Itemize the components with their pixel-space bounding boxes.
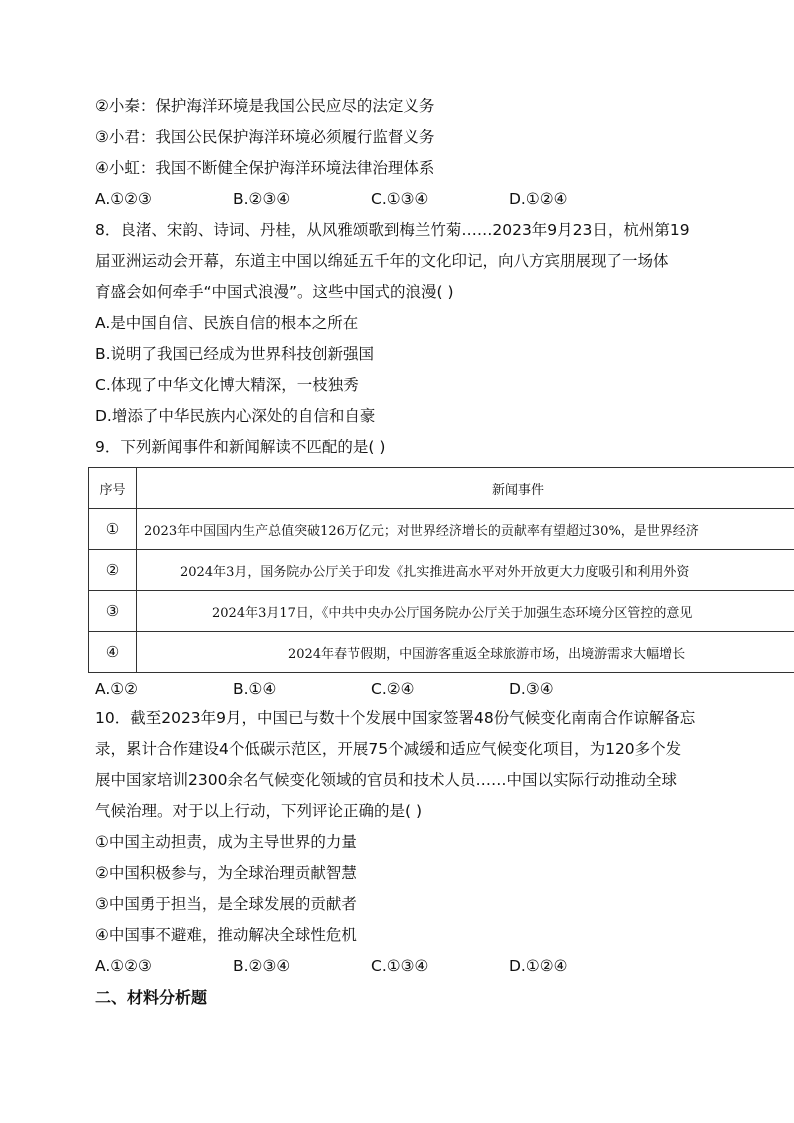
- row-event: 2023年中国国内生产总值突破126万亿元；对世界经济增长的贡献率有望超过30%，是世界经济: [137, 509, 794, 550]
- q10-option-c: C.①③④: [371, 957, 429, 975]
- row-num: ②: [89, 550, 137, 591]
- q10-stem-line-4: 气候治理。对于以上行动，下列评论正确的是( ): [95, 802, 423, 820]
- q7-option-b: B.②③④: [233, 190, 291, 208]
- q10-stem-line-2: 录，累计合作建设4个低碳示范区，开展75个减缓和适应气候变化项目，为120多个发: [95, 740, 682, 758]
- header-event: 新闻事件: [137, 468, 794, 509]
- table-header-row: [89, 468, 794, 509]
- row-event: 2024年3月17日，《中共中央办公厅国务院办公厅关于加强生态环境分区管控的意见: [137, 591, 794, 632]
- q8-option-b: B.说明了我国已经成为世界科技创新强国: [95, 345, 375, 363]
- q10-stem-line-3: 展中国家培训2300余名气候变化领域的官员和技术人员……中国以实际行动推动全球: [95, 771, 677, 789]
- q10-statement-2: ②中国积极参与，为全球治理贡献智慧: [95, 864, 357, 882]
- q7-option-d: D.①②④: [509, 190, 568, 208]
- q10-option-d: D.①②④: [509, 957, 568, 975]
- row-num: ③: [89, 591, 137, 632]
- q8-stem-line-3: 育盛会如何牵手“中国式浪漫”。这些中国式的浪漫( ): [95, 283, 454, 301]
- q9-option-c: C.②④: [371, 680, 415, 698]
- q9-option-a: A.①②: [95, 680, 139, 698]
- q10-option-a: A.①②③: [95, 957, 152, 975]
- table-row: [89, 550, 794, 591]
- row-event: 2024年春节假期，中国游客重返全球旅游市场，出境游需求大幅增长: [137, 632, 794, 673]
- q8-option-c: C.体现了中华文化博大精深，一枝独秀: [95, 376, 359, 394]
- q7-statement-2: ②小秦：保护海洋环境是我国公民应尽的法定义务: [95, 97, 435, 115]
- q7-statement-4: ④小虹：我国不断健全保护海洋环境法律治理体系: [95, 159, 435, 177]
- q10-statement-3: ③中国勇于担当，是全球发展的贡献者: [95, 895, 357, 913]
- q7-option-a: A.①②③: [95, 190, 152, 208]
- q10-stem-line-1: 10．截至2023年9月，中国已与数十个发展中国家签署48份气候变化南南合作谅解备忘: [95, 709, 696, 727]
- table-row: [89, 632, 794, 673]
- q10-option-b: B.②③④: [233, 957, 291, 975]
- table-row: [89, 509, 794, 550]
- q10-statement-4: ④中国事不避难，推动解决全球性危机: [95, 926, 357, 944]
- header-num: 序号: [89, 468, 137, 509]
- q8-stem-line-2: 届亚洲运动会开幕，东道主中国以绵延五千年的文化印记，向八方宾朋展现了一场体: [95, 252, 669, 270]
- q7-statement-3: ③小君：我国公民保护海洋环境必须履行监督义务: [95, 128, 435, 146]
- table-row: [89, 591, 794, 632]
- section-title: 二、材料分析题: [95, 988, 208, 1007]
- row-event: 2024年3月，国务院办公厅关于印发《扎实推进高水平对外开放更大力度吸引和利用外资: [137, 550, 794, 591]
- q8-option-d: D.增添了中华民族内心深处的自信和自豪: [95, 407, 376, 425]
- q10-statement-1: ①中国主动担责，成为主导世界的力量: [95, 833, 357, 851]
- row-num: ④: [89, 632, 137, 673]
- q8-option-a: A.是中国自信、民族自信的根本之所在: [95, 314, 359, 332]
- q9-stem: 9．下列新闻事件和新闻解读不匹配的是( ): [95, 438, 386, 456]
- news-table: [88, 467, 794, 673]
- row-num: ①: [89, 509, 137, 550]
- q7-option-c: C.①③④: [371, 190, 429, 208]
- q9-option-d: D.③④: [509, 680, 554, 698]
- q8-stem-line-1: 8．良渚、宋韵、诗词、丹桂，从风雅颂歌到梅兰竹菊……2023年9月23日，杭州第19: [95, 221, 690, 239]
- q9-option-b: B.①④: [233, 680, 277, 698]
